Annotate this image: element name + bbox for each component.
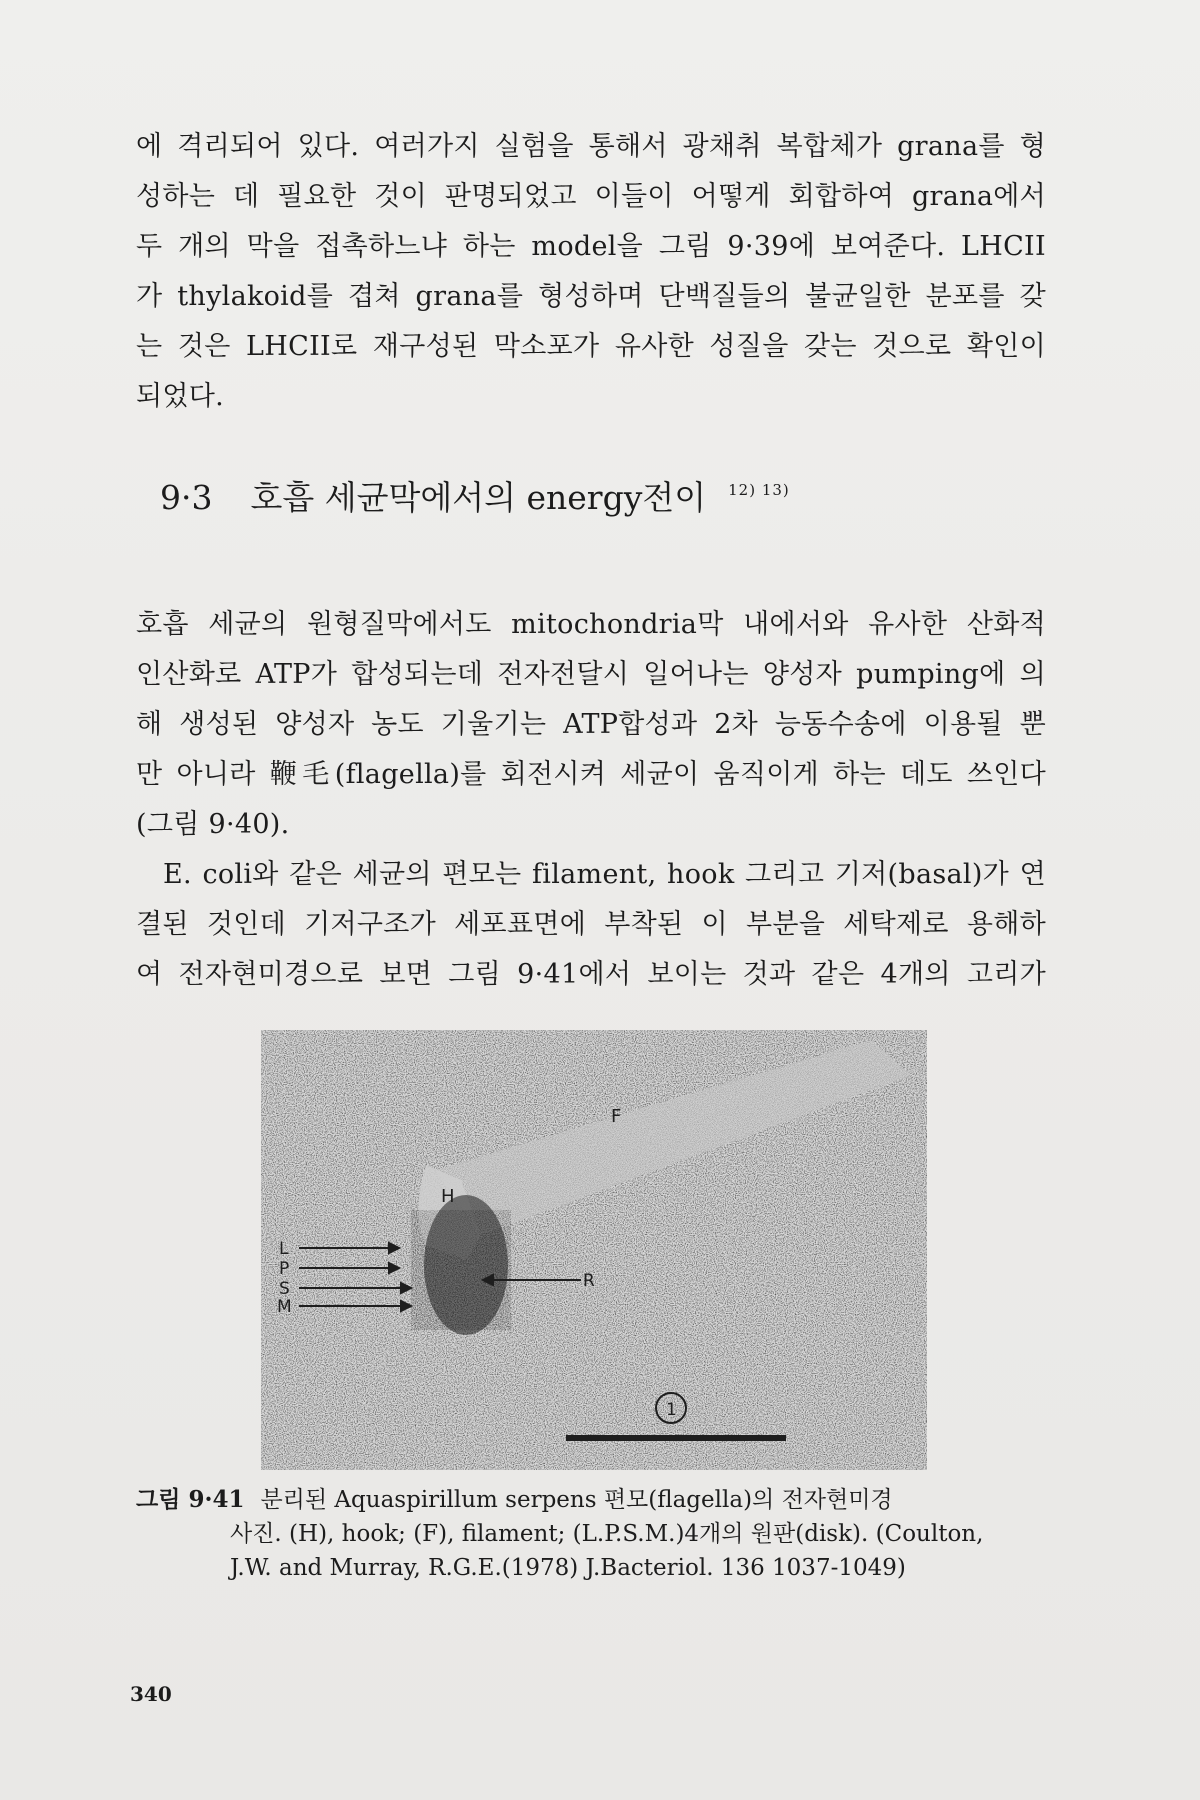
label-ring-l: L bbox=[279, 1239, 289, 1259]
label-ring-m: M bbox=[277, 1297, 292, 1317]
label-ring-s: S bbox=[279, 1279, 290, 1299]
paragraph-intro bbox=[136, 122, 1046, 422]
text-line: 가 thylakoid를 겹쳐 grana를 형성하며 단백질들의 불균일한 분포를 갖 bbox=[136, 281, 1046, 312]
caption-text-1: 분리된 Aquaspirillum serpens 편모(flagella)의 전자현미경 bbox=[260, 1487, 893, 1513]
section-number: 9·3 bbox=[160, 478, 213, 517]
basal-body-texture bbox=[411, 1210, 511, 1330]
text-line: 에 격리되어 있다. 여러가지 실험을 통해서 광채취 복합체가 grana를 형 bbox=[136, 131, 1046, 162]
text-line: (그림 9·40). bbox=[136, 809, 290, 840]
text-line: E. coli와 같은 세균의 편모는 filament, hook 그리고 기저(basal)가 연 bbox=[163, 859, 1046, 890]
scale-bar bbox=[566, 1435, 786, 1441]
page-number: 340 bbox=[130, 1682, 172, 1706]
text-line: 만 아니라 鞭毛(flagella)를 회전시켜 세균이 움직이게 하는 데도 쓰인다 bbox=[136, 759, 1046, 790]
caption-line-2: 사진. (H), hook; (F), filament; (L.P.S.M.)4개의 원판(disk). (Coulton, bbox=[230, 1521, 984, 1547]
label-rod: R bbox=[583, 1271, 595, 1291]
section-heading bbox=[160, 470, 790, 518]
label-ring-p: P bbox=[279, 1259, 290, 1279]
text-line: 호흡 세균의 원형질막에서도 mitochondria막 내에서와 유사한 산화적 bbox=[136, 609, 1046, 640]
figure-caption bbox=[136, 1483, 1036, 1585]
text-line: 해 생성된 양성자 농도 기울기는 ATP합성과 2차 능동수송에 이용될 뿐 bbox=[136, 709, 1046, 740]
caption-label: 그림 9·41 bbox=[136, 1486, 245, 1513]
electron-micrograph-figure bbox=[261, 1030, 927, 1470]
section-title: 호흡 세균막에서의 energy전이 bbox=[250, 478, 707, 517]
text-line: 여 전자현미경으로 보면 그림 9·41에서 보이는 것과 같은 4개의 고리가 bbox=[136, 959, 1046, 990]
label-hook: H bbox=[441, 1186, 455, 1207]
section-references: 12) 13) bbox=[728, 481, 790, 499]
text-line: 결된 것인데 기저구조가 세포표면에 부착된 이 부분을 세탁제로 용해하 bbox=[136, 909, 1046, 940]
text-line: 되었다. bbox=[136, 381, 225, 412]
text-line: 두 개의 막을 접촉하느냐 하는 model을 그림 9·39에 보여준다. LHCII bbox=[136, 231, 1046, 262]
caption-line-3: J.W. and Murray, R.G.E.(1978) J.Bacteriol. 136 1037-1049) bbox=[230, 1555, 906, 1581]
paragraph-ecoli bbox=[136, 850, 1046, 1000]
caption-line-1 bbox=[136, 1483, 1036, 1517]
text-line: 인산화로 ATP가 합성되는데 전자전달시 일어나는 양성자 pumping에 의 bbox=[136, 659, 1046, 690]
micrograph-image bbox=[261, 1030, 927, 1470]
text-line: 는 것은 LHCII로 재구성된 막소포가 유사한 성질을 갖는 것으로 확인이 bbox=[136, 331, 1046, 362]
paragraph-respiration bbox=[136, 600, 1046, 850]
panel-number: 1 bbox=[666, 1400, 677, 1420]
text-line: 성하는 데 필요한 것이 판명되었고 이들이 어떻게 회합하여 grana에서 bbox=[136, 181, 1046, 212]
label-filament: F bbox=[611, 1106, 622, 1127]
